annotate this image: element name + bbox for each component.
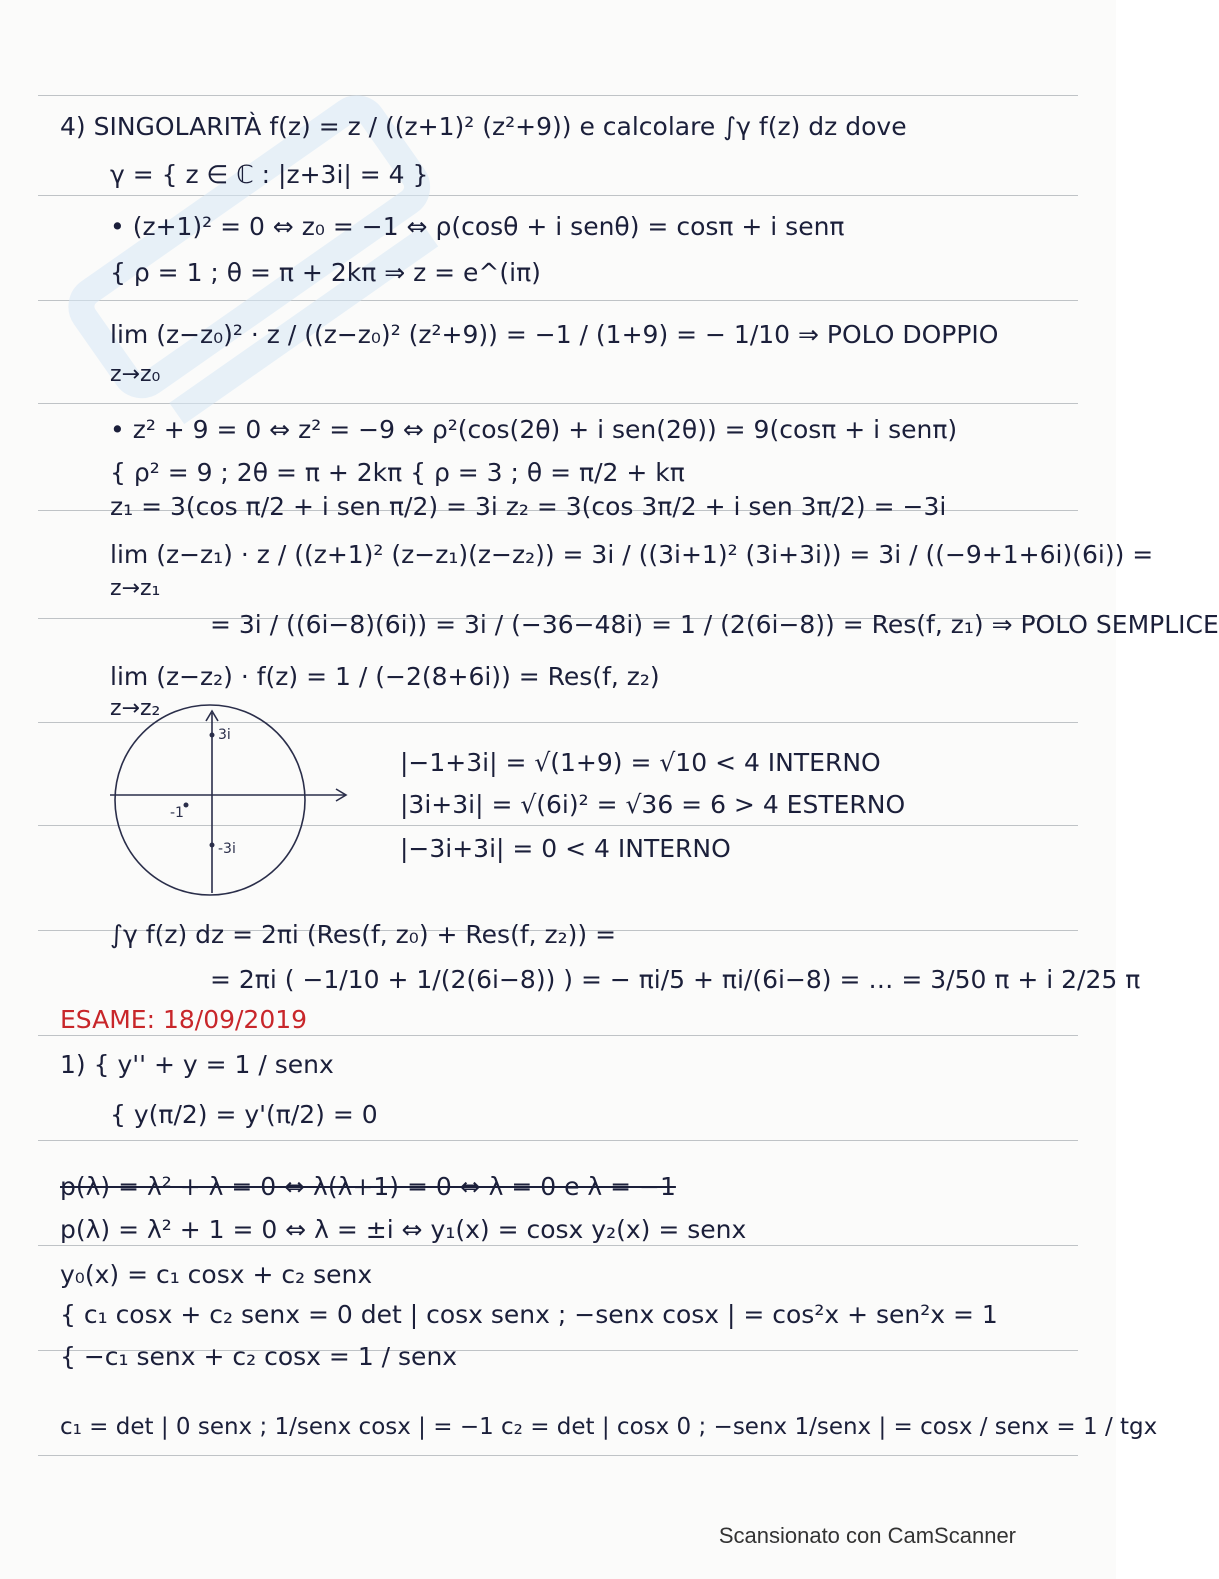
- note-line: 1) { y'' + y = 1 / senx: [60, 1050, 334, 1079]
- note-line: { −c₁ senx + c₂ cosx = 1 / senx: [60, 1342, 458, 1371]
- point-minus-1: [184, 803, 189, 808]
- point-minus-3i: [210, 843, 215, 848]
- note-line: lim (z−z₁) · z / ((z+1)² (z−z₁)(z−z₂)) = 3i / ((3i+1)² (3i+3i)) = 3i / ((−9+1+6i)(6i)) =: [110, 540, 1154, 569]
- note-line: ∫γ f(z) dz = 2πi (Res(f, z₀) + Res(f, z₂)) =: [110, 920, 617, 949]
- note-line: z₁ = 3(cos π/2 + i sen π/2) = 3i z₂ = 3(cos 3π/2 + i sen 3π/2) = −3i: [110, 492, 947, 521]
- note-line: γ = { z ∈ ℂ : |z+3i| = 4 }: [110, 160, 429, 189]
- ruled-line: [38, 403, 1078, 404]
- note-line: |−1+3i| = √(1+9) = √10 < 4 INTERNO: [400, 748, 881, 777]
- note-line: { ρ = 1 ; θ = π + 2kπ ⇒ z = e^(iπ): [110, 258, 541, 287]
- ruled-line: [38, 1035, 1078, 1036]
- note-line: = 3i / ((6i−8)(6i)) = 3i / (−36−48i) = 1 / (2(6i−8)) = Res(f, z₁) ⇒ POLO SEMPLICE: [210, 610, 1219, 639]
- note-line: { ρ² = 9 ; 2θ = π + 2kπ { ρ = 3 ; θ = π/2 + kπ: [110, 458, 685, 487]
- ruled-line: [38, 195, 1078, 196]
- label-3i: 3i: [218, 727, 231, 743]
- note-line: 4) SINGOLARITÀ f(z) = z / ((z+1)² (z²+9)) e calcolare ∫γ f(z) dz dove: [60, 112, 907, 141]
- complex-plane-sketch: [100, 705, 360, 895]
- scanner-footer: Scansionato con CamScanner: [718, 1523, 1016, 1548]
- label-minus-1: -1: [170, 805, 184, 821]
- point-3i: [210, 733, 215, 738]
- note-line: • (z+1)² = 0 ⇔ z₀ = −1 ⇔ ρ(cosθ + i senθ) = cosπ + i senπ: [110, 212, 845, 241]
- ruled-line: [38, 1140, 1078, 1141]
- ruled-line: [38, 95, 1078, 96]
- note-line: p(λ) = λ² + 1 = 0 ⇔ λ = ±i ⇔ y₁(x) = cosx y₂(x) = senx: [60, 1215, 747, 1244]
- note-line: z→z₀: [110, 362, 161, 387]
- note-line: lim (z−z₀)² · z / ((z−z₀)² (z²+9)) = −1 / (1+9) = − 1/10 ⇒ POLO DOPPIO: [110, 320, 999, 349]
- note-line: • z² + 9 = 0 ⇔ z² = −9 ⇔ ρ²(cos(2θ) + i sen(2θ)) = 9(cosπ + i senπ): [110, 415, 958, 444]
- note-line: { y(π/2) = y'(π/2) = 0: [110, 1100, 378, 1129]
- crossed-out-line: p(λ) = λ² + λ = 0 ⇔ λ(λ+1) = 0 ⇔ λ = 0 e λ = −1: [60, 1172, 676, 1201]
- watermark-shape: [40, 40, 470, 470]
- note-line: z→z₂: [110, 696, 161, 721]
- note-line: y₀(x) = c₁ cosx + c₂ senx: [60, 1260, 373, 1289]
- label-minus-3i: -3i: [218, 841, 236, 857]
- note-line: = 2πi ( −1/10 + 1/(2(6i−8)) ) = − πi/5 + πi/(6i−8) = … = 3/50 π + i 2/25 π: [210, 965, 1141, 994]
- note-line: |−3i+3i| = 0 < 4 INTERNO: [400, 834, 731, 863]
- exam-heading: ESAME: 18/09/2019: [60, 1005, 308, 1034]
- ruled-line: [38, 1455, 1078, 1456]
- note-line: |3i+3i| = √(6i)² = √36 = 6 > 4 ESTERNO: [400, 790, 906, 819]
- note-line: c₁ = det | 0 senx ; 1/senx cosx | = −1 c₂ = det | cosx 0 ; −senx 1/senx | = cosx / senx = 1 / tgx: [60, 1414, 1158, 1440]
- note-line: { c₁ cosx + c₂ senx = 0 det | cosx senx ; −senx cosx | = cos²x + sen²x = 1: [60, 1300, 998, 1329]
- note-line: z→z₁: [110, 576, 161, 601]
- ruled-line: [38, 1245, 1078, 1246]
- ruled-line: [38, 300, 1078, 301]
- note-line: lim (z−z₂) · f(z) = 1 / (−2(8+6i)) = Res(f, z₂): [110, 662, 660, 691]
